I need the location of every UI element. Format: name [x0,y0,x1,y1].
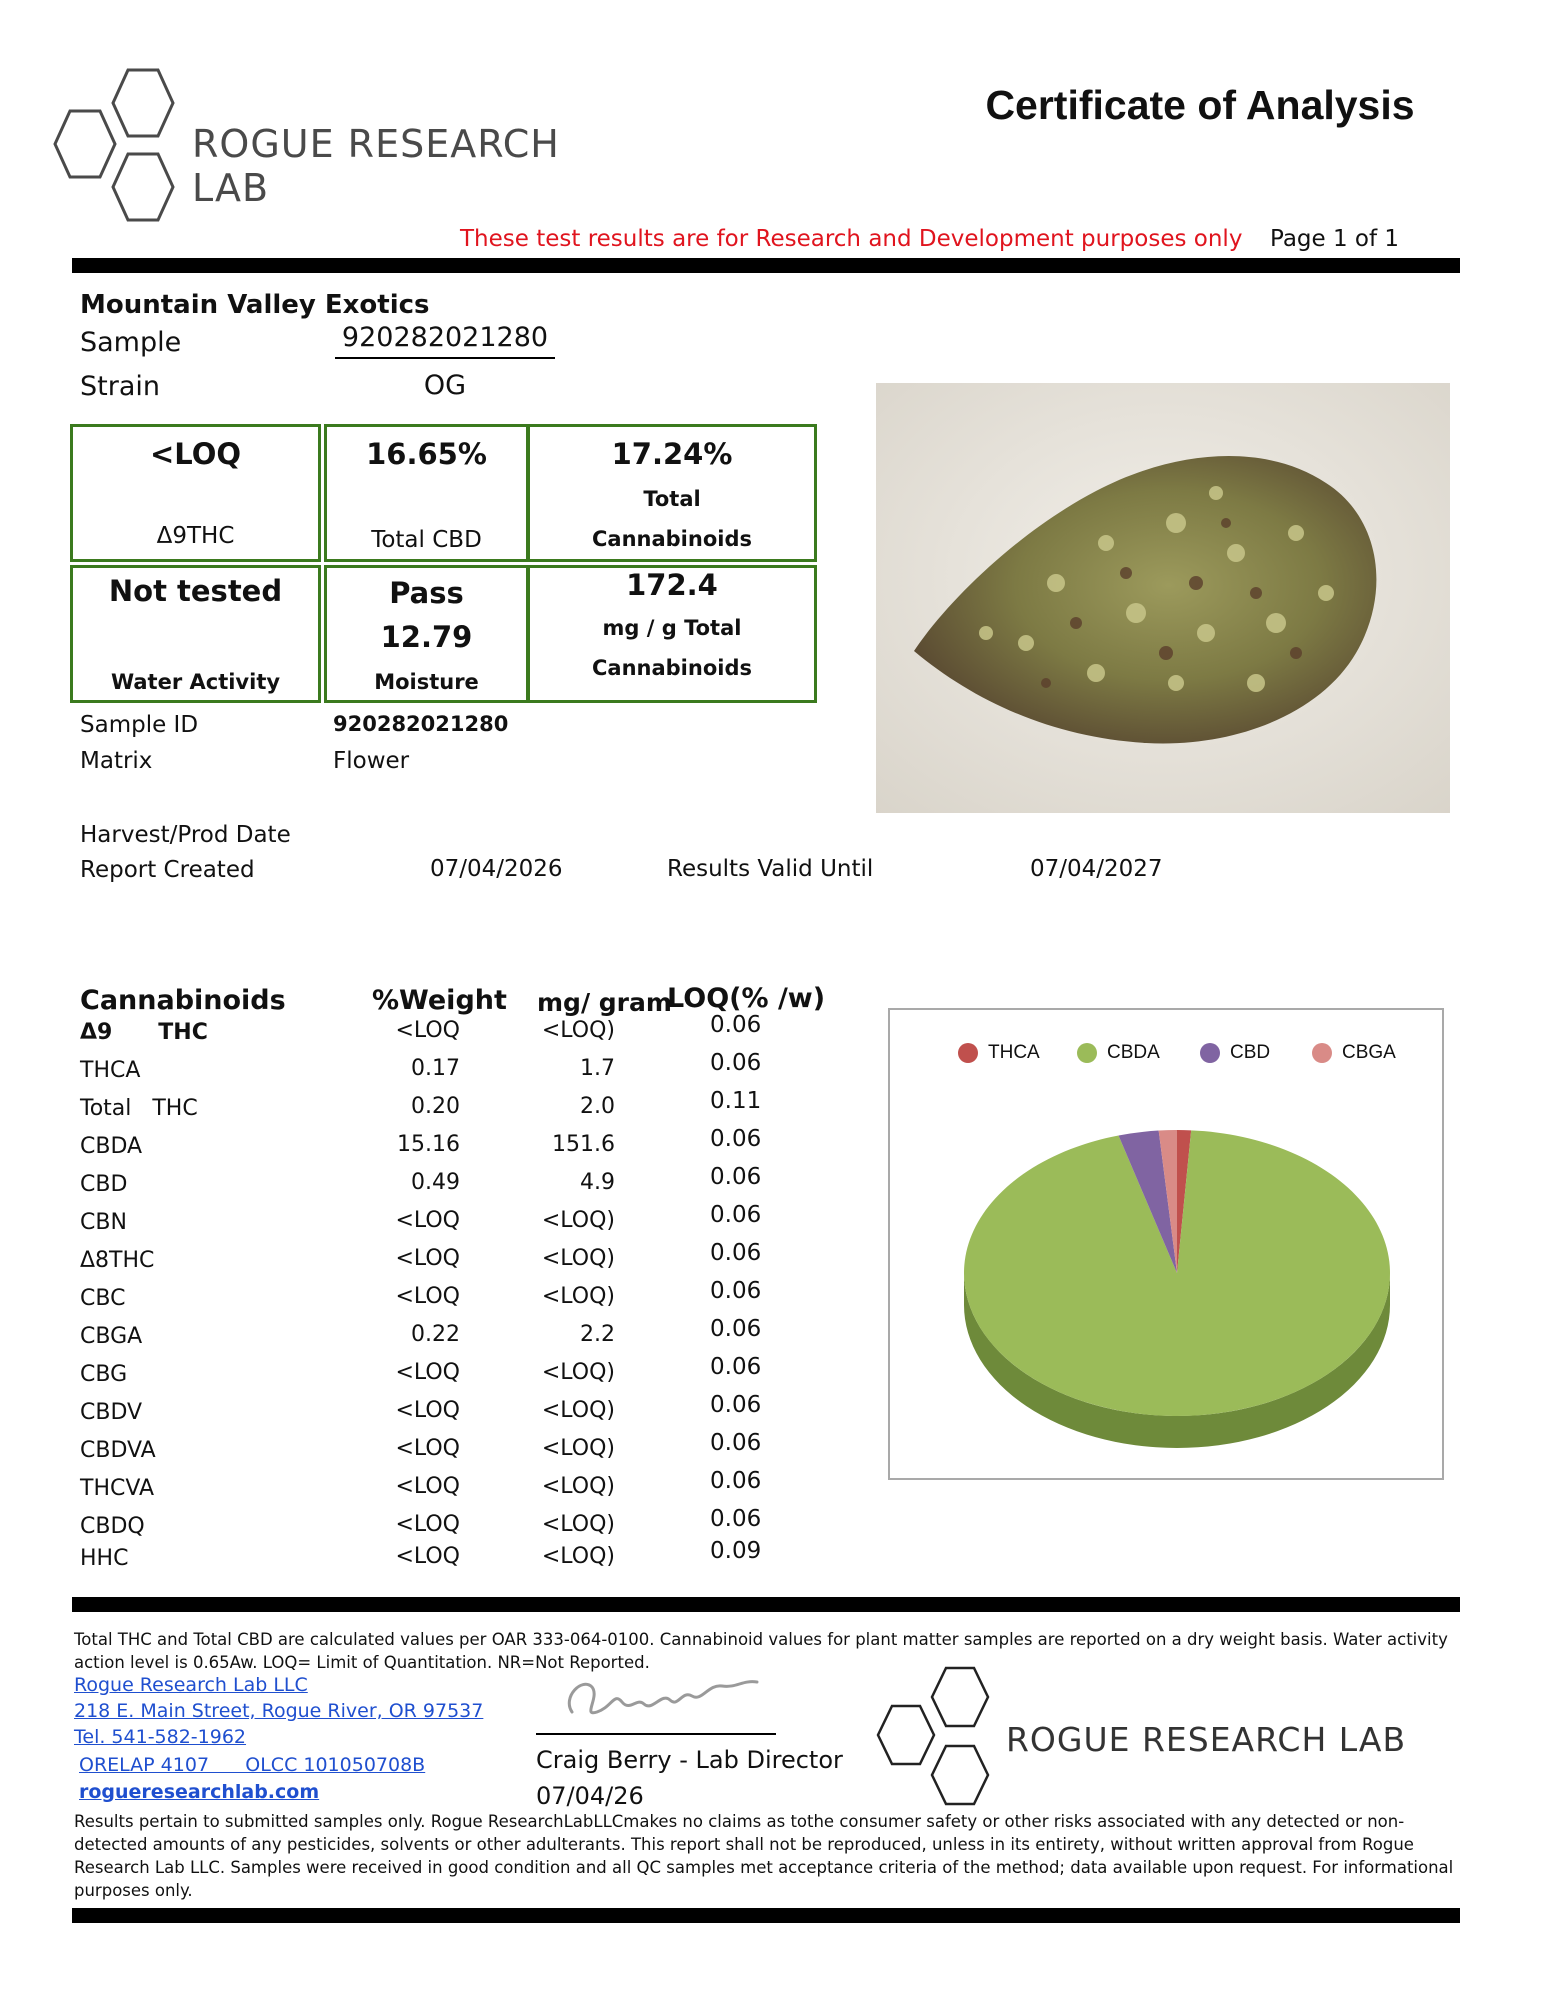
signature-image [552,1672,782,1732]
report-created-value: 07/04/2026 [430,856,563,882]
matrix-value: Flower [333,748,410,774]
loq-cell: 0.09 [710,1538,762,1564]
mg-cell: 151.6 [552,1132,615,1157]
mg-cell: <LOQ) [541,1284,615,1309]
loq-cell: 0.06 [710,1012,762,1038]
cannabinoid-name: THCVA [80,1476,155,1501]
legend-label: THCA [988,1042,1040,1063]
cannabinoid-name: CBGA [80,1324,143,1349]
mg-cell: <LOQ) [541,1436,615,1461]
mg-cell: <LOQ) [541,1512,615,1537]
divider [72,1597,1460,1612]
water-activity-value: Not tested [108,574,283,608]
header-logo [48,68,648,228]
weight-cell: 0.17 [411,1056,460,1081]
loq-cell: 0.06 [710,1278,762,1304]
cannabis-bud-image [876,383,1450,813]
cbd-summary-value: 16.65% [366,437,487,471]
col-header-loq: LOQ(% /w) [667,983,826,1014]
weight-cell: <LOQ [395,1544,460,1569]
col-header-cannabinoids: Cannabinoids [80,985,286,1016]
matrix-label: Matrix [80,748,153,774]
mg-total-box [527,565,817,703]
calculation-note: Total THC and Total CBD are calculated values per OAR 333-064-0100. Cannabinoid values for plant matter samples are reported on a dry weight basis. Water activity action level is 0.65Aw. LOQ= Limit of Quantitation. NR=Not Reported. [74,1630,1448,1672]
hexagon-logo-icon [874,1666,1024,1816]
moisture-status: Pass [389,576,464,610]
weight-cell: <LOQ [395,1398,460,1423]
loq-cell: 0.06 [710,1050,762,1076]
disclaimer-text: These test results are for Research and Development purposes only [460,226,1243,252]
mg-total-value: 172.4 [626,568,718,602]
cannabinoid-name: Δ9 THC [80,1020,208,1045]
cbd-summary-label: Total CBD [371,527,482,553]
thc-summary-box [70,424,321,562]
moisture-box [324,565,529,703]
legal-disclaimer: Results pertain to submitted samples only. Rogue ResearchLabLLCmakes no claims as tothe consumer safety or other risks associated with any detected or non-detected amounts of any pesticides, solvents or other adulterants. This report shall not be reproduced, unless in its entirety, without written approval from Rogue Research Lab LLC. Samples were received in good condition and all QC samples met acceptance criteria of the method; data available upon request. For informational purposes only. [74,1812,1454,1900]
col-header-mg: mg/ gram [537,988,672,1017]
moisture-value: 12.79 [380,620,473,654]
pie-svg [890,1010,1442,1478]
loq-cell: 0.06 [710,1506,762,1532]
loq-cell: 0.06 [710,1468,762,1494]
weight-cell: <LOQ [395,1474,460,1499]
mg-cell: 1.7 [580,1056,615,1081]
signature-line [536,1733,776,1735]
weight-cell: 0.49 [411,1170,460,1195]
signer-name: Craig Berry - Lab Director [536,1746,843,1774]
harvest-date-label: Harvest/Prod Date [80,822,291,848]
logo-text: ROGUE RESEARCH LAB [192,122,560,210]
loq-cell: 0.11 [710,1088,762,1114]
cbd-summary-box [324,424,529,562]
cannabinoid-name: CBD [80,1172,128,1197]
cannabinoid-name: Total THC [80,1096,198,1121]
mg-cell: 4.9 [580,1170,615,1195]
strain-label: Strain [80,371,160,402]
weight-cell: <LOQ [395,1360,460,1385]
col-header-weight: %Weight [372,985,507,1016]
thc-summary-label: Δ9THC [156,523,235,549]
weight-cell: <LOQ [395,1018,460,1043]
weight-cell: <LOQ [395,1284,460,1309]
cannabinoid-name: CBDVA [80,1438,156,1463]
weight-cell: 0.20 [411,1094,460,1119]
loq-cell: 0.06 [710,1240,762,1266]
client-name: Mountain Valley Exotics [80,290,430,320]
cannabinoid-name: THCA [80,1058,141,1083]
mg-cell: <LOQ) [541,1398,615,1423]
valid-until-value: 07/04/2027 [1030,856,1163,882]
mg-total-label-2: Cannabinoids [592,656,752,680]
loq-cell: 0.06 [710,1164,762,1190]
sample-id-label: Sample ID [80,712,199,738]
cannabinoid-name: CBDV [80,1400,143,1425]
cannabinoid-name: CBG [80,1362,128,1387]
cannabinoid-name: HHC [80,1546,129,1571]
total-summary-label-1: Total [643,487,701,511]
loq-cell: 0.06 [710,1316,762,1342]
sample-photo [876,383,1450,813]
mg-cell: 2.2 [580,1322,615,1347]
mg-cell: <LOQ) [541,1474,615,1499]
sample-value: 920282021280 [335,322,555,359]
cannabinoid-name: CBC [80,1286,126,1311]
sample-id-value: 920282021280 [333,712,509,736]
website-link[interactable]: rogueresearchlab.com [79,1781,320,1803]
weight-cell: <LOQ [395,1512,460,1537]
loq-cell: 0.06 [710,1392,762,1418]
loq-cell: 0.06 [710,1430,762,1456]
legend-label: CBD [1230,1042,1271,1063]
phone-link[interactable]: Tel. 541-582-1962 [74,1726,247,1748]
divider [72,258,1460,273]
footer-logo [874,1666,1434,1816]
sample-label: Sample [80,327,182,358]
legend-label: CBGA [1342,1042,1396,1063]
mg-cell: <LOQ) [541,1246,615,1271]
mg-cell: <LOQ) [541,1208,615,1233]
water-activity-label: Water Activity [110,670,281,694]
weight-cell: <LOQ [395,1436,460,1461]
loq-cell: 0.06 [710,1202,762,1228]
mg-total-label-1: mg / g Total [602,616,742,640]
mg-cell: <LOQ) [541,1544,615,1569]
loq-cell: 0.06 [710,1354,762,1380]
total-summary-label-2: Cannabinoids [592,527,752,551]
divider [72,1908,1460,1923]
legend-label: CBDA [1107,1042,1160,1063]
signature-date: 07/04/26 [536,1782,644,1810]
report-created-label: Report Created [80,857,255,883]
strain-value: OG [423,370,467,401]
loq-cell: 0.06 [710,1126,762,1152]
cannabinoid-name: CBN [80,1210,127,1235]
weight-cell: <LOQ [395,1246,460,1271]
cannabinoid-name: CBDQ [80,1514,145,1539]
water-activity-box [70,565,321,703]
weight-cell: <LOQ [395,1208,460,1233]
total-summary-value: 17.24% [611,437,733,471]
license-link[interactable]: ORELAP 4107 OLCC 101050708B [79,1754,426,1776]
mg-cell: 2.0 [580,1094,615,1119]
lab-name-link[interactable]: Rogue Research Lab LLC [74,1674,308,1696]
weight-cell: 15.16 [397,1132,460,1157]
moisture-label: Moisture [374,670,479,694]
cannabinoid-pie-chart [888,1008,1444,1480]
cannabinoid-name: CBDA [80,1134,143,1159]
thc-summary-value: <LOQ [149,437,242,471]
cannabinoid-name: Δ8THC [80,1248,155,1273]
page-title: Certificate of Analysis [985,82,1415,128]
valid-until-label: Results Valid Until [667,856,874,882]
total-summary-box [527,424,817,562]
mg-cell: <LOQ) [541,1018,615,1043]
page-number: Page 1 of 1 [1270,226,1400,252]
weight-cell: 0.22 [411,1322,460,1347]
address-link[interactable]: 218 E. Main Street, Rogue River, OR 97537 [74,1700,484,1722]
footer-logo-text: ROGUE RESEARCH LAB [1006,1720,1407,1759]
mg-cell: <LOQ) [541,1360,615,1385]
